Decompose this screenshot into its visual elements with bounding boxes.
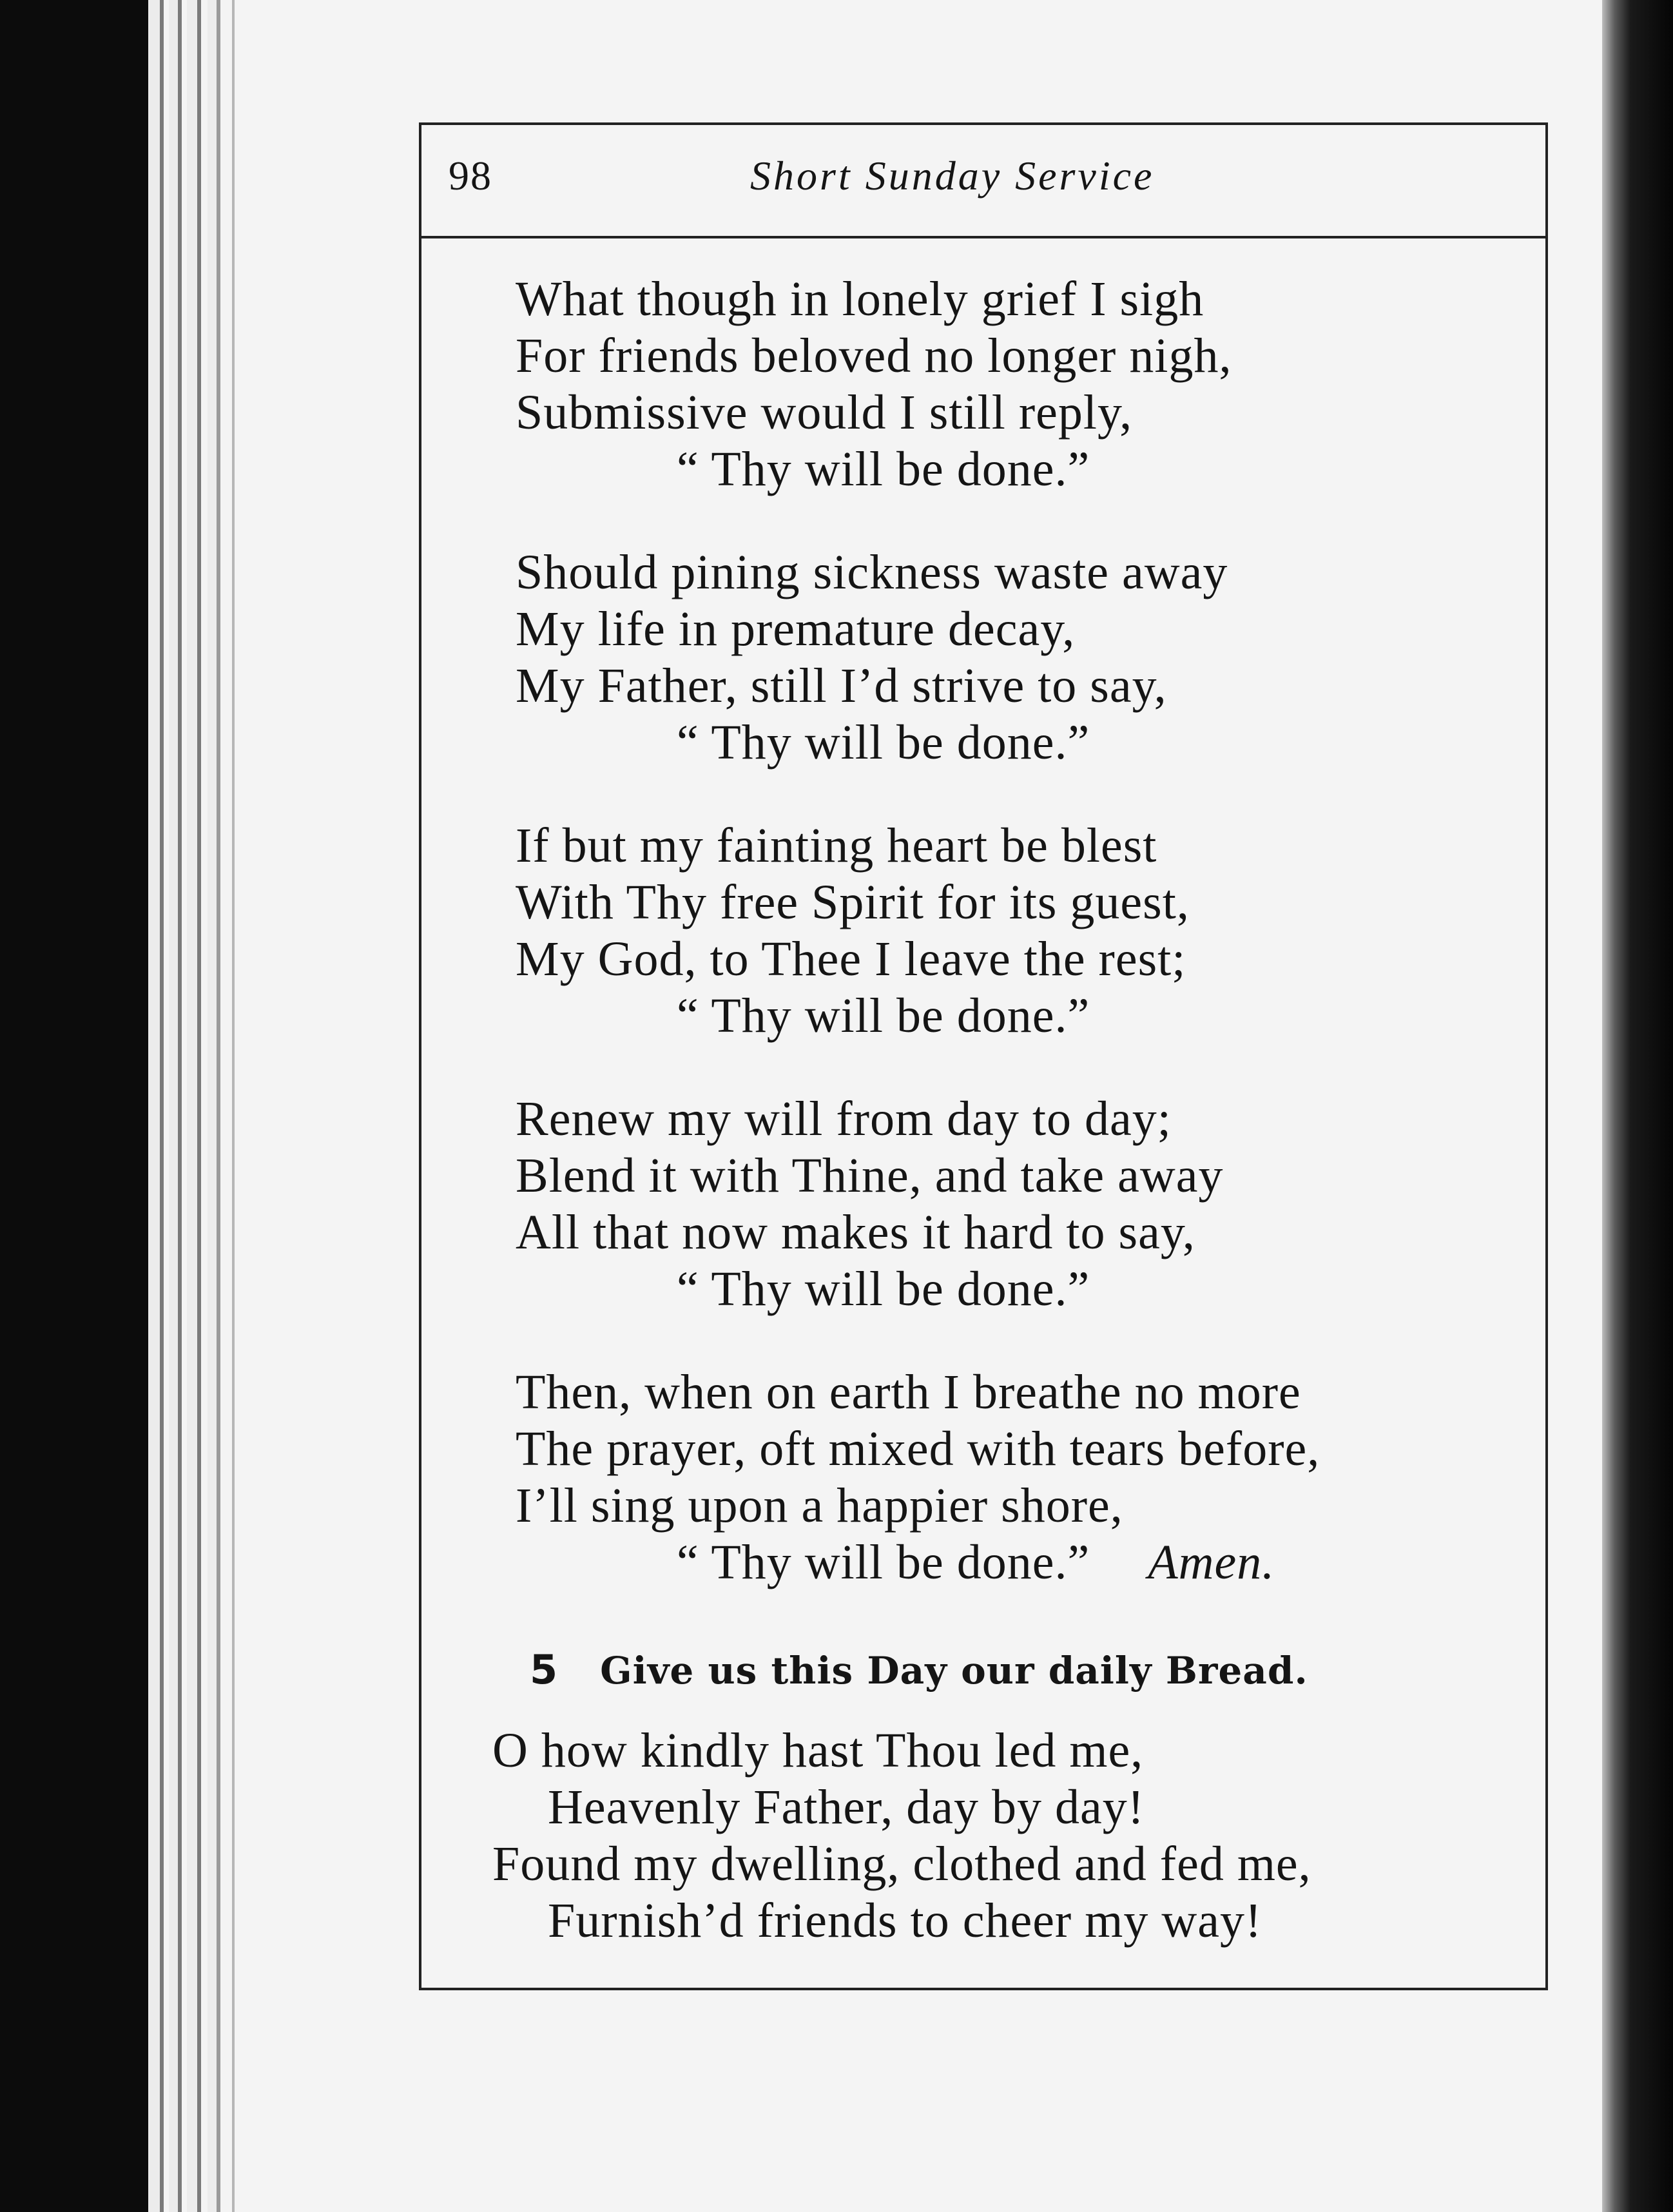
page-edge-line bbox=[232, 0, 235, 2212]
refrain-line: “ Thy will be done.” bbox=[677, 715, 1090, 770]
verse-line: My Father, still I’d strive to say, bbox=[516, 659, 1167, 713]
verse-line: I’ll sing upon a happier shore, bbox=[516, 1479, 1123, 1533]
verse-line: All that now makes it hard to say, bbox=[516, 1205, 1195, 1259]
stanza bbox=[516, 1091, 1320, 1317]
refrain-line: “ Thy will be done.” bbox=[677, 442, 1090, 496]
verse-line: If but my fainting heart be blest bbox=[516, 819, 1157, 873]
stanza bbox=[516, 817, 1320, 1044]
page-edge bbox=[148, 0, 160, 2212]
verse-line: Found my dwelling, clothed and fed me, bbox=[492, 1837, 1311, 1891]
hymn-5-verse bbox=[492, 1722, 1311, 1949]
refrain-line: “ Thy will be done.” bbox=[677, 1262, 1090, 1316]
verse-line: With Thy free Spirit for its guest, bbox=[516, 875, 1190, 929]
text-frame bbox=[419, 122, 1548, 1990]
verse-line: For friends beloved no longer nigh, bbox=[516, 329, 1232, 383]
page-edge bbox=[187, 0, 197, 2212]
right-margin-shadow bbox=[1602, 0, 1673, 2212]
verse-line: Submissive would I still reply, bbox=[516, 385, 1133, 440]
stanza bbox=[516, 1364, 1320, 1591]
verse-line: O how kindly hast Thou led me, bbox=[492, 1723, 1144, 1778]
refrain-text: “ Thy will be done.” bbox=[677, 1535, 1090, 1589]
verse-line: My life in premature decay, bbox=[516, 602, 1076, 656]
verse-line: What though in lonely grief I sigh bbox=[516, 272, 1204, 326]
running-header bbox=[421, 125, 1545, 238]
verse-line: Should pining sickness waste away bbox=[516, 545, 1228, 599]
page-edge-line bbox=[178, 0, 182, 2212]
verse-line: Renew my will from day to day; bbox=[516, 1092, 1172, 1146]
page-edge-line bbox=[197, 0, 201, 2212]
page-edge-line bbox=[160, 0, 164, 2212]
hymn-title: Give us this Day our daily Bread. bbox=[600, 1649, 1308, 1693]
hymn-heading bbox=[530, 1646, 1308, 1693]
stanza bbox=[516, 544, 1320, 771]
verse-line: Furnish’d friends to cheer my way! bbox=[548, 1894, 1262, 1948]
page-number: 98 bbox=[449, 153, 492, 199]
verse-line: My God, to Thee I leave the rest; bbox=[516, 932, 1186, 986]
refrain-line: “ Thy will be done.” bbox=[677, 989, 1090, 1043]
verse-line: Then, when on earth I breathe no more bbox=[516, 1365, 1301, 1419]
page-edge bbox=[208, 0, 217, 2212]
page-edge bbox=[169, 0, 178, 2212]
amen-text: Amen. bbox=[1148, 1535, 1275, 1589]
book-spine-shadow bbox=[0, 0, 148, 2212]
running-title: Short Sunday Service bbox=[750, 153, 1155, 199]
page-edge-line bbox=[217, 0, 220, 2212]
verse-line: The prayer, oft mixed with tears before, bbox=[516, 1422, 1320, 1476]
verse-line: Heavenly Father, day by day! bbox=[548, 1780, 1145, 1834]
stanza bbox=[516, 271, 1320, 498]
hymn-number: 5 bbox=[530, 1646, 558, 1693]
refrain-line bbox=[516, 1534, 1320, 1591]
hymn-verses bbox=[516, 271, 1320, 1637]
verse-line: Blend it with Thine, and take away bbox=[516, 1149, 1224, 1203]
